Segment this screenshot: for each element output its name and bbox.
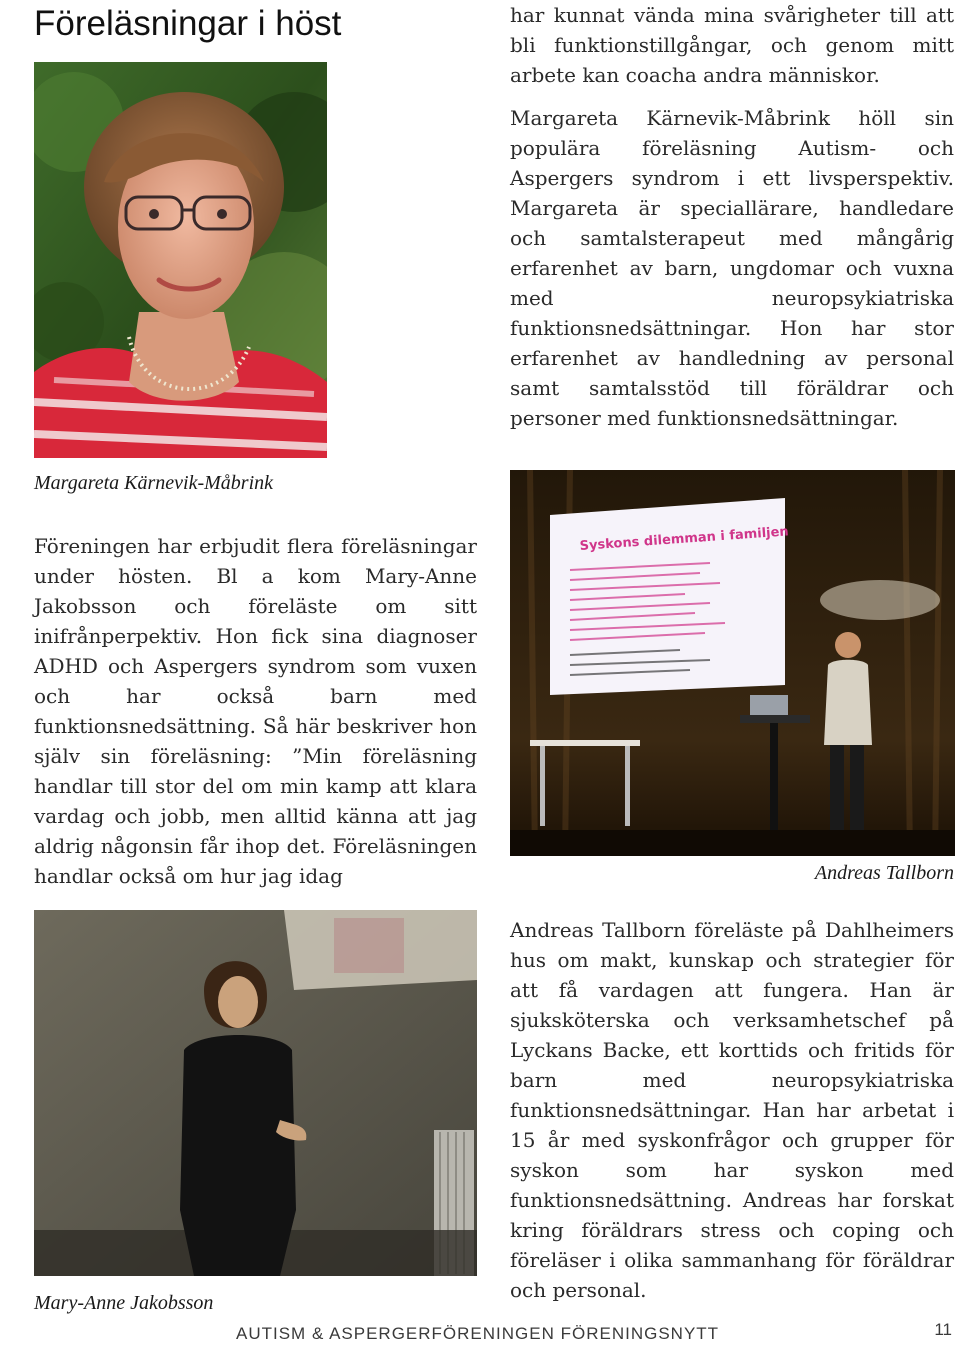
caption-andreas: Andreas Tallborn [814,862,954,884]
caption-mary-anne: Mary-Anne Jakobsson [34,1292,214,1314]
stage-illustration [510,470,955,856]
photo-margareta [34,62,327,458]
caption-margareta: Margareta Kärnevik-Måbrink [34,472,274,494]
slide-title: Syskons dilemman i familjen [579,524,790,554]
page-number: 11 [934,1320,952,1339]
right-intro-paragraph: har kunnat vända mina svårigheter till att bli funktionstillgångar, och genom mitt arbete kan coacha andra människor. [510,3,954,87]
photo-mary-anne [34,910,477,1276]
page-title: Föreläsningar i höst [34,4,342,43]
left-paragraph: Föreningen har erbjudit flera föreläsningar under hösten. Bl a kom Mary-Anne Jakobsson och föreläste om sitt inifrånperpektiv. Hon fick sina diagnoser ADHD och Aspergers syndrom som vuxen och har också barn med funktionsnedsättning. Så här beskriver hon själv sin föreläsning: ”Min föreläsning handlar till stor del om min kamp att klara vardag och jobb, men alltid känna att jag aldrig någonsin får ihop det. Föreläsningen handlar också om hur jag idag [34,534,477,888]
photo-andreas [510,470,955,856]
footer-publication: AUTISM & ASPERGERFÖRENINGEN FÖRENINGSNYTT [236,1324,720,1343]
margareta-paragraph: Margareta Kärnevik-Måbrink höll sin populära föreläsning Autism- och Aspergers syndrom i ett livsperspektiv. Margareta är speciallärare, handledare och samtalsterapeut med mångårig erfarenhet av barn, ungdomar och vuxna med neuropsykiatriska funktionsnedsättningar. Hon har stor erfarenhet av handledning av personal samt samtalsstöd till föräldrar och personer med funktionsnedsättningar. [510,106,954,430]
speaker-illustration [34,910,477,1276]
andreas-paragraph: Andreas Tallborn föreläste på Dahlheimers hus om makt, kunskap och strategier för att få vardagen att fungera. Han är sjuksköterska och verksamhetschef på Lyckans Backe, ett korttids och fritids för barn med neuropsykiatriska funktionsnedsättningar. Han har arbetat i 15 år med syskonfrågor och grupper för syskon som har syskon med funktionsnedsättning. Andreas har forskat kring föräldrars stress och coping och föreläser i olika sammanhang för föräldrar och personal. [510,918,954,1302]
portrait-illustration [34,62,327,458]
